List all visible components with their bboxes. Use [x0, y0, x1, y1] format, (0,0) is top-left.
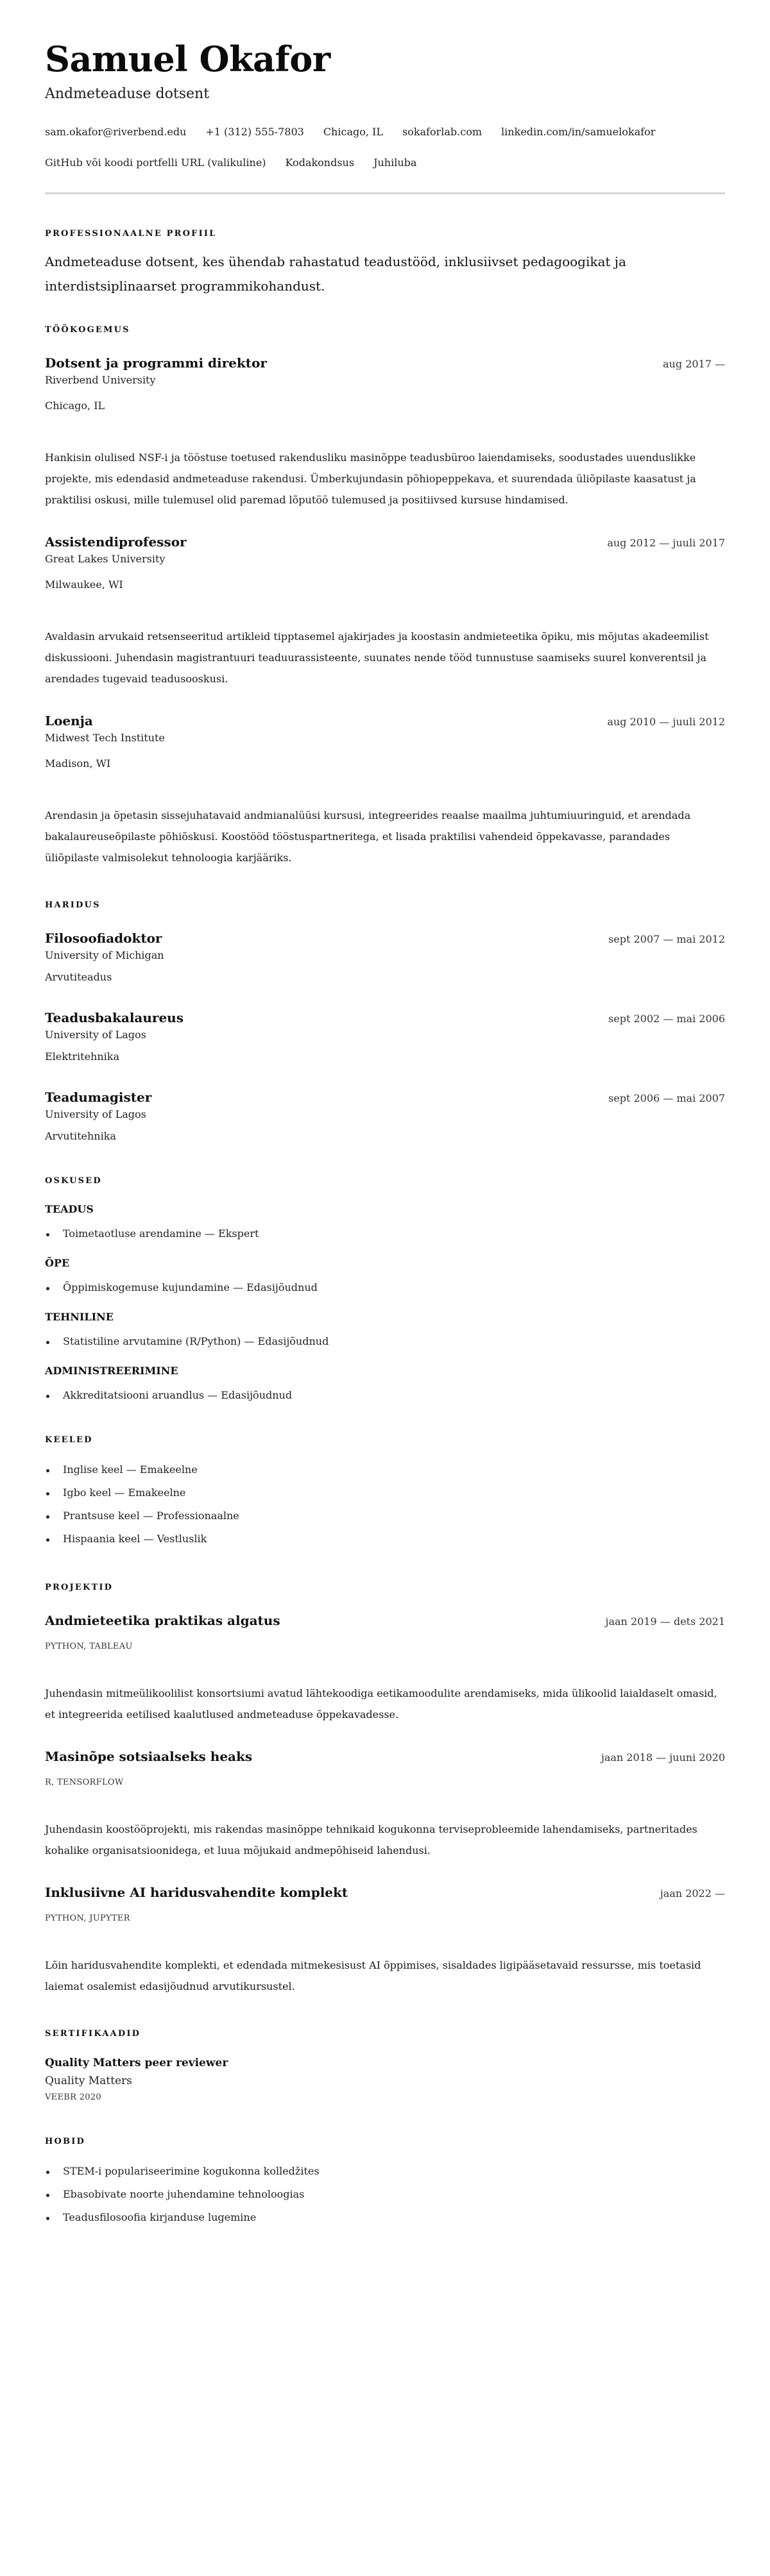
contact-citizenship: Kodakondsus — [285, 156, 355, 169]
certificate-date: VEEBR 2020 — [45, 2092, 101, 2102]
project-dates: jaan 2022 — — [660, 1887, 725, 1899]
skill-group-title: TEADUS — [45, 1203, 94, 1215]
job-employer: Midwest Tech Institute — [45, 732, 165, 744]
experience-item — [45, 532, 725, 689]
section-title: HOBID — [45, 2137, 85, 2146]
job-role: Loenja — [45, 713, 93, 728]
job-description: Avaldasin arvukaid retsenseeritud artikleid tipptasemel ajakirjades ja koostasin andmieteetika õpiku, mis mõjutas akadeemilist diskussiooni. Juhendasin magistrantuuri teaduurassisteente, suunates nende tööd tunnustuse saamiseks suurel konverentsil ja arendades tugevaid teadusooskusi. — [45, 630, 709, 685]
skill-group — [45, 1309, 725, 1349]
job-location: Chicago, IL — [45, 400, 105, 412]
school-name: University of Michigan — [45, 949, 164, 961]
project-tech-tags: PYTHON, JUPYTER — [45, 1914, 130, 1923]
job-employer: Riverbend University — [45, 374, 156, 386]
resume-header — [45, 38, 725, 194]
contact-drivers-license: Juhiluba — [373, 156, 417, 169]
skills-section — [45, 1175, 725, 1403]
contact-location: Chicago, IL — [323, 126, 383, 138]
contact-linkedin[interactable]: linkedin.com/in/samuelokafor — [501, 126, 656, 138]
project-tech-tags: R, TENSORFLOW — [45, 1778, 124, 1787]
candidate-title: Andmeteaduse dotsent — [45, 86, 210, 102]
project-item — [45, 1883, 725, 1997]
skill-group — [45, 1202, 725, 1242]
skill-group-title: ÕPE — [45, 1257, 70, 1269]
skill-group — [45, 1256, 725, 1295]
skill-item: Statistiline arvutamine (R/Python) — Edasijõudnud — [45, 1334, 725, 1349]
education-item — [45, 929, 725, 985]
hobby-item: Teadusfilosoofia kirjanduse lugemine — [45, 2206, 725, 2229]
language-item: Prantsuse keel — Professionaalne — [45, 1504, 725, 1528]
language-item: Inglise keel — Emakeelne — [45, 1458, 725, 1481]
job-location: Madison, WI — [45, 757, 111, 770]
job-dates: aug 2017 — — [663, 358, 725, 370]
section-title: SERTIFIKAADID — [45, 2029, 141, 2039]
job-role: Dotsent ja programmi direktor — [45, 355, 267, 371]
section-title: TÖÖKOGEMUS — [45, 325, 130, 335]
school-name: University of Lagos — [45, 1108, 146, 1120]
section-title: PROFESSIONAALNE PROFIIL — [45, 229, 217, 239]
project-name: Inklusiivne AI haridusvahendite komplekt — [45, 1885, 348, 1900]
certificate-issuer: Quality Matters — [45, 2075, 132, 2087]
candidate-name: Samuel Okafor — [45, 38, 330, 80]
field-of-study: Arvutitehnika — [45, 1130, 116, 1142]
education-dates: sept 2006 — mai 2007 — [608, 1092, 725, 1104]
project-item — [45, 1611, 725, 1725]
project-description: Juhendasin mitmeülikoolilist konsortsiumi avatud lähtekoodiga eetikamoodulite arendamiseks, mida ülikoolid laialdaselt omasid, et integreerida eetilised kaalutlused andmeteaduse õppekavadesse. — [45, 1687, 717, 1721]
project-description: Lõin haridusvahendite komplekti, et edendada mitmekesisust AI õppimises, sisaldades ligipääsetavaid ressursse, mis toetasid laiemat osalemist edasijõudnud arvutikursustel. — [45, 1959, 701, 1992]
profile-section — [45, 228, 725, 298]
skill-group-title: ADMINISTREERIMINE — [45, 1365, 178, 1377]
certificate-name: Quality Matters peer reviewer — [45, 2057, 228, 2069]
contact-phone[interactable]: +1 (312) 555-7803 — [205, 126, 304, 138]
job-employer: Great Lakes University — [45, 553, 166, 565]
project-tech-tags: PYTHON, TABLEAU — [45, 1642, 133, 1651]
school-name: University of Lagos — [45, 1029, 146, 1041]
project-description: Juhendasin koostööprojekti, mis rakendas masinõppe tehnikaid kogukonna terviseprobleemide lahendamiseks, partneritades kohalike organisatsioonidega, et luua mõjukaid andmepõhiseid lahendusi. — [45, 1823, 697, 1856]
section-title: KEELED — [45, 1435, 93, 1445]
field-of-study: Elektritehnika — [45, 1050, 120, 1063]
experience-item — [45, 353, 725, 510]
section-title: PROJEKTID — [45, 1583, 114, 1592]
job-role: Assistendiprofessor — [45, 534, 187, 550]
skill-group — [45, 1363, 725, 1403]
hobbies-section — [45, 2135, 725, 2229]
project-name: Masinõpe sotsiaalseks heaks — [45, 1749, 253, 1764]
profile-summary: Andmeteaduse dotsent, kes ühendab rahastatud teadustööd, inklusiivset pedagoogikat ja interdistsiplinaarset programmikohandust. — [45, 254, 626, 294]
header-divider — [45, 192, 725, 194]
job-dates: aug 2010 — juuli 2012 — [607, 716, 725, 728]
degree-name: Teadumagister — [45, 1090, 152, 1105]
hobby-item: Ebasobivate noorte juhendamine tehnoloogias — [45, 2183, 725, 2206]
job-description: Hankisin olulised NSF-i ja tööstuse toetused rakendusliku masinõppe teadusbüroo laiendamiseks, soodustades uuenduslikke projekte, mis edendasid andmeteaduse rakendusi. Ümberkujundasin põhiopeppekava, et suurendada üliõpilaste kaasatust ja praktilisi oskusi, mille tulemusel olid paremad lõputöö tulemused ja positiivsed kursuse hindamised. — [45, 451, 696, 506]
education-dates: sept 2002 — mai 2006 — [608, 1013, 725, 1025]
education-item — [45, 1088, 725, 1144]
language-item: Hispaania keel — Vestluslik — [45, 1528, 725, 1551]
contact-website[interactable]: sokaforlab.com — [402, 126, 482, 138]
skill-item: Akkreditatsiooni aruandlus — Edasijõudnud — [45, 1388, 725, 1403]
languages-section — [45, 1434, 725, 1551]
job-location: Milwaukee, WI — [45, 578, 123, 591]
skill-item: Toimetaotluse arendamine — Ekspert — [45, 1226, 725, 1242]
job-description: Arendasin ja õpetasin sissejuhatavaid andmianalüüsi kursusi, integreerides reaalse maailma juhtumiuuringuid, et arendada bakalaureuseõpilaste põhiõskusi. Koostööd tööstuspartneritega, et lisada praktilisi vahendeid õppekavasse, parandades üliõpilaste valmisolekut tehnoloogia karjääriks. — [45, 809, 691, 864]
certificates-section — [45, 2028, 725, 2105]
project-dates: jaan 2019 — dets 2021 — [605, 1615, 725, 1628]
skill-item: Õppimiskogemuse kujundamine — Edasijõudnud — [45, 1280, 725, 1295]
certificate-item — [45, 2055, 725, 2105]
skill-group-title: TEHNILINE — [45, 1311, 114, 1323]
education-section — [45, 899, 725, 1144]
experience-item — [45, 711, 725, 868]
contact-list — [45, 117, 725, 178]
field-of-study: Arvutiteadus — [45, 971, 112, 983]
contact-email[interactable]: sam.okafor@riverbend.edu — [45, 126, 187, 138]
hobby-item: STEM-i populariseerimine kogukonna kolledžites — [45, 2160, 725, 2183]
section-title: OSKUSED — [45, 1176, 102, 1186]
language-item: Igbo keel — Emakeelne — [45, 1481, 725, 1504]
experience-section — [45, 324, 725, 868]
degree-name: Filosoofiadoktor — [45, 930, 162, 946]
project-name: Andmieteetika praktikas algatus — [45, 1613, 280, 1628]
job-dates: aug 2012 — juuli 2017 — [607, 537, 725, 549]
project-dates: jaan 2018 — juuni 2020 — [601, 1751, 725, 1764]
degree-name: Teadusbakalaureus — [45, 1010, 184, 1025]
project-item — [45, 1747, 725, 1861]
contact-github: GitHub või koodi portfelli URL (valikuline) — [45, 156, 266, 169]
projects-section — [45, 1581, 725, 1997]
education-dates: sept 2007 — mai 2012 — [608, 933, 725, 945]
section-title: HARIDUS — [45, 900, 101, 910]
education-item — [45, 1008, 725, 1065]
